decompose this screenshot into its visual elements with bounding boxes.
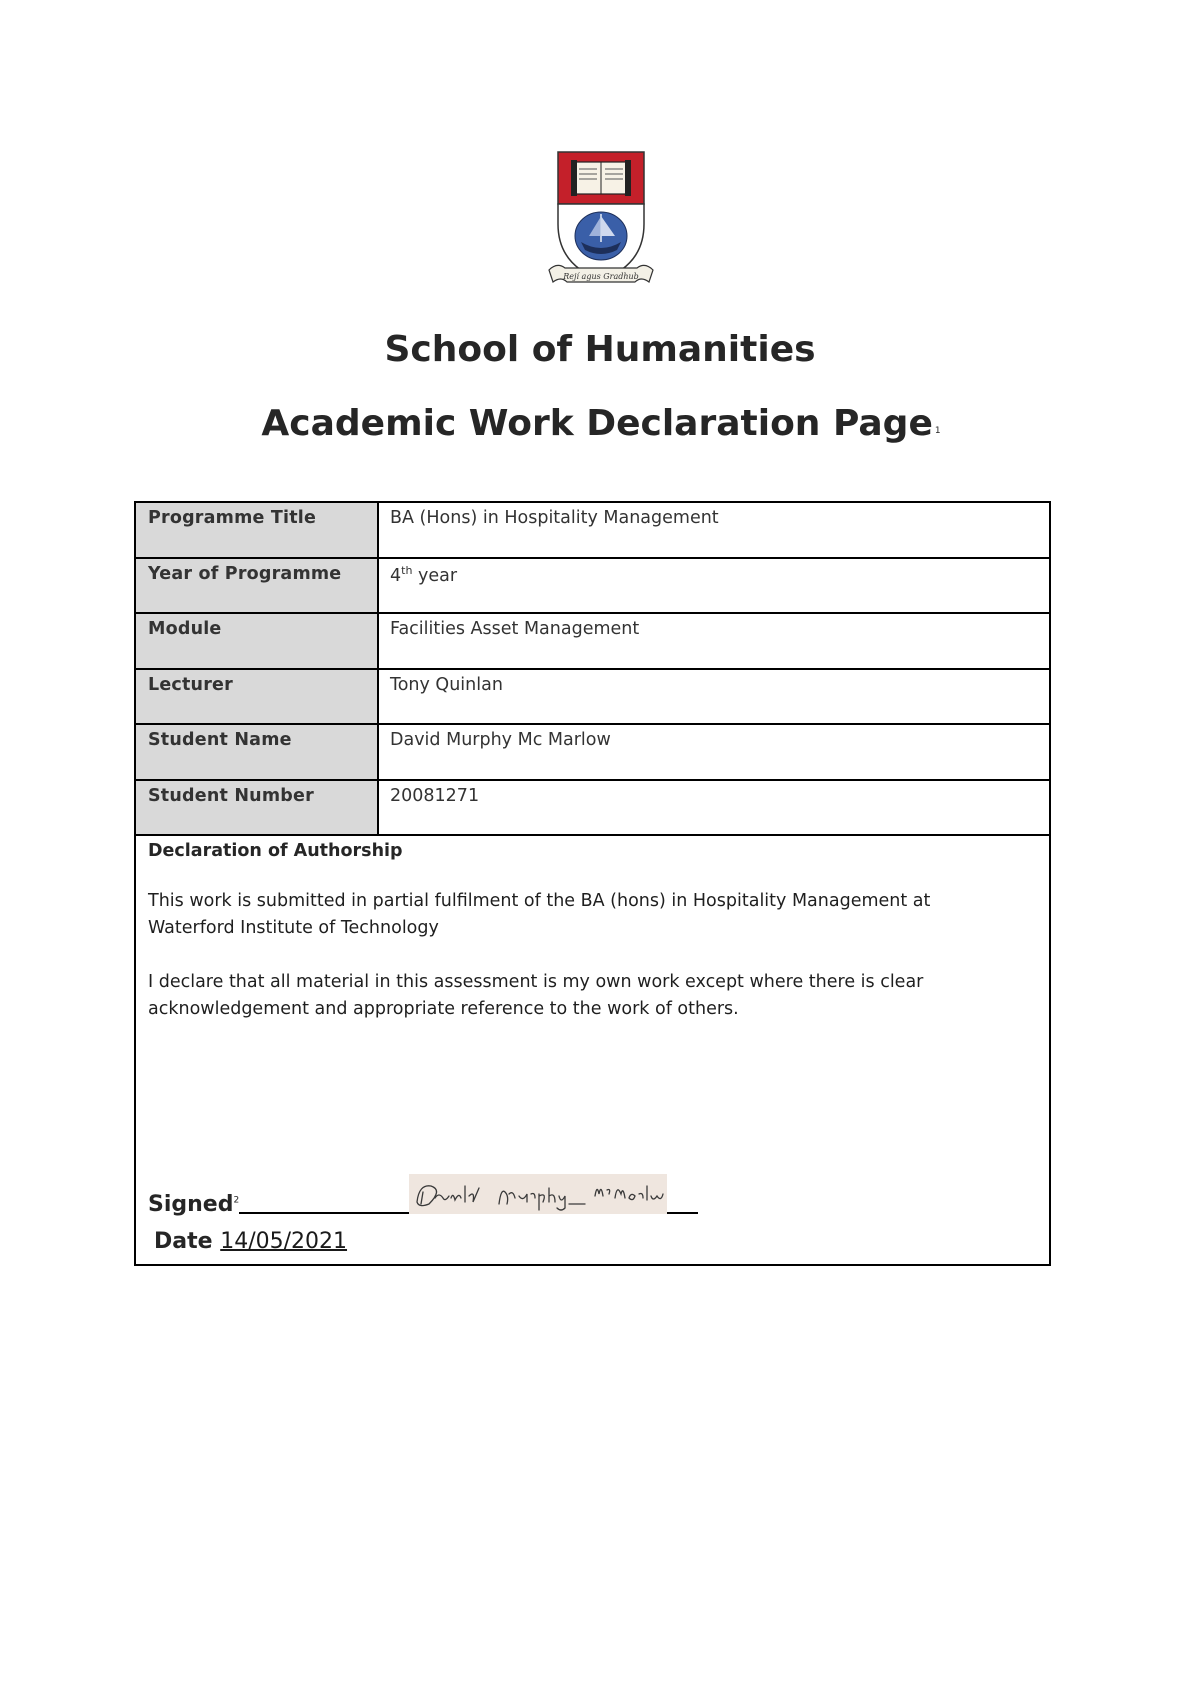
year-ordinal-suffix: th [401,563,413,577]
date-line [154,1229,347,1254]
table-row-student-name [136,725,1049,781]
page-title [0,402,1200,455]
declaration-of-authorship [136,836,1049,1264]
declaration-title: Declaration of Authorship [148,841,403,861]
declaration-paragraph-own-work: I declare that all material in this assessment is my own work except where there is clear acknowledgement and appropriate reference to the work of others. [148,972,924,1019]
row-value: BA (Hons) in Hospitality Management [390,508,719,528]
row-value: 20081271 [390,785,480,806]
row-value: Facilities Asset Management [390,619,640,639]
declaration-form-table [134,501,1051,1266]
table-row-programme-title [136,503,1049,559]
table-row-year-of-programme [136,559,1049,615]
signed-label [148,1192,239,1217]
school-heading [0,328,1200,372]
institute-crest-logo [545,150,657,300]
table-row-lecturer [136,670,1049,726]
row-value [379,559,1049,613]
signature-underline [239,1212,698,1214]
date-label: Date [154,1229,213,1254]
signature-icon [409,1174,667,1214]
row-value: Tony Quinlan [390,674,503,695]
row-value: David Murphy Mc Marlow [390,730,611,750]
year-word: year [412,565,458,586]
crest-icon [545,150,657,300]
date-value: 14/05/2021 [220,1229,348,1254]
school-name: School of Humanities [384,329,816,370]
table-row-student-number [136,781,1049,837]
signed-label-text: Signed [148,1192,234,1217]
declaration-paragraph-submission: This work is submitted in partial fulfilment of the BA (hons) in Hospitality Management at Waterford Institute of Technology [148,891,931,938]
row-label: Student Name [136,725,379,779]
row-label: Module [136,614,379,668]
row-label: Programme Title [136,503,379,557]
row-label: Year of Programme [136,559,379,613]
table-row-module [136,614,1049,670]
handwritten-signature [409,1174,667,1214]
row-label: Student Number [136,781,379,835]
year-number: 4 [390,565,402,586]
row-label: Lecturer [136,670,379,724]
signed-line [148,1192,698,1217]
signed-footnote: 2 [233,1195,240,1206]
crest-motto: Rejí agus Gradhub [563,272,639,281]
page-title-text: Academic Work Declaration Page [261,403,933,444]
page-title-footnote: 1 [934,426,941,436]
